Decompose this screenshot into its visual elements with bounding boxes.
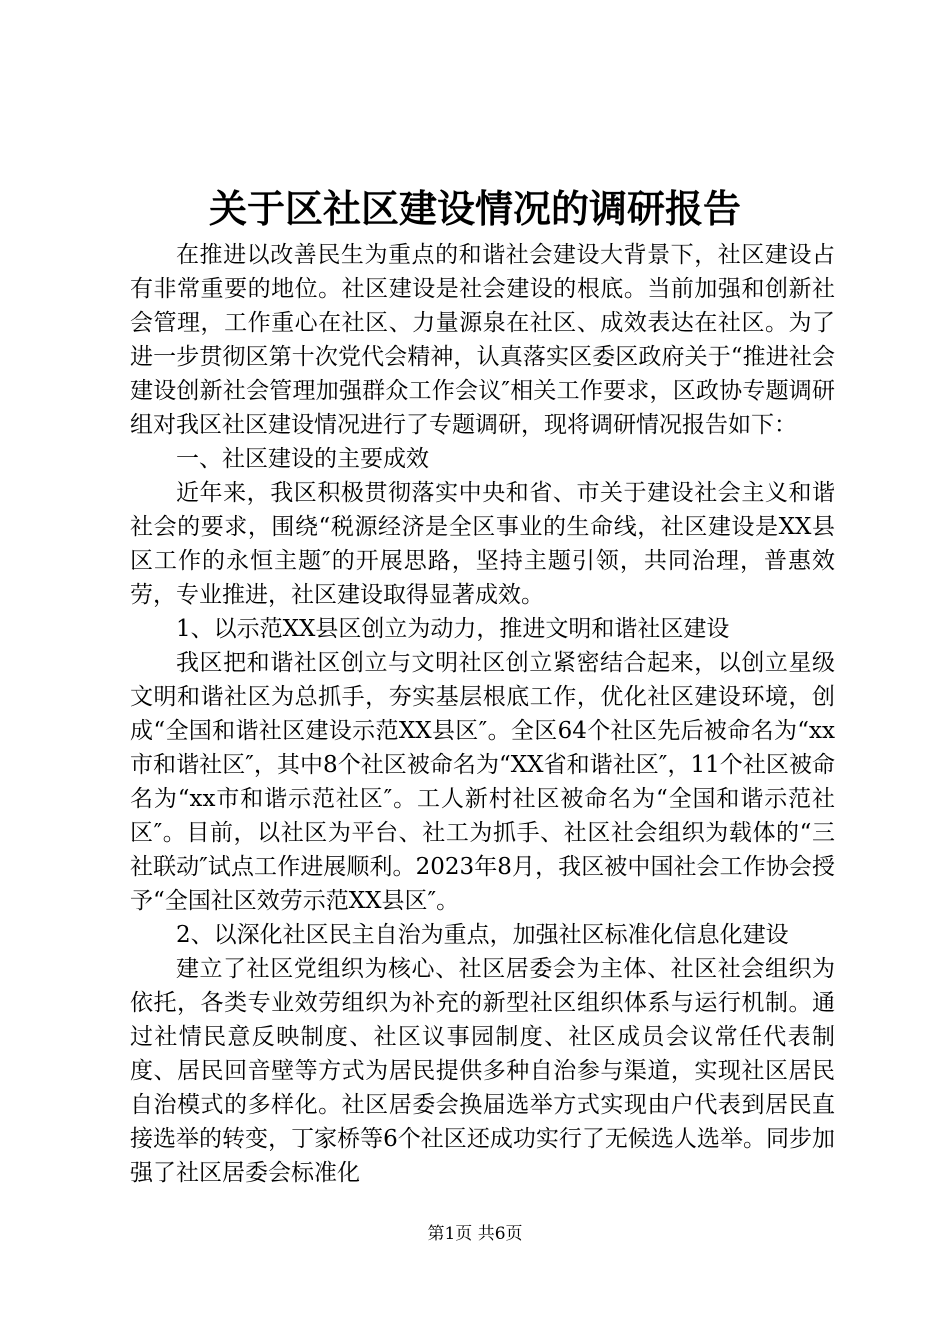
paragraph-intro: 在推进以改善民生为重点的和谐社会建设大背景下，社区建设占有非常重要的地位。社区建设是社会建设的根底。当前加强和创新社会管理，工作重心在社区、力量源泉在社区、成效表达在社区。为了进一步贯彻区第十次党代会精神，认真落实区委区政府关于“推进社会建设创新社会管理加强群众工作会议″相关工作要求，区政协专题调研组对我区社区建设情况进行了专题调研，现将调研情况报告如下： <box>130 242 835 438</box>
document-title: 关于区社区建设情况的调研报告 <box>208 186 741 231</box>
page-number: 第1页 共6页 <box>427 1224 523 1244</box>
paragraph-2: 建立了社区党组织为核心、社区居委会为主体、社区社会组织为依托，各类专业效劳组织为补充的新型社区组织体系与运行机制。通过社情民意反映制度、社区议事园制度、社区成员会议常任代表制度、居民回音壁等方式为居民提供多种自治参与渠道，实现社区居民自治模式的多样化。社区居委会换届选举方式实现由户代表到居民直接选举的转变，丁家桥等6个社区还成功实行了无候选人选举。同步加强了社区居委会标准化 <box>130 956 835 1186</box>
section-heading-achievements: 一、社区建设的主要成效 <box>176 446 429 472</box>
subheading-1: 1、以示范XX县区创立为动力，推进文明和谐社区建设 <box>176 616 730 642</box>
paragraph-achievements: 近年来，我区积极贯彻落实中央和省、市关于建设社会主义和谐社会的要求，围绕“税源经济是全区事业的生命线，社区建设是XX县区工作的永恒主题″的开展思路，坚持主题引领，共同治理，普惠效劳，专业推进，社区建设取得显著成效。 <box>130 480 835 608</box>
paragraph-1: 我区把和谐社区创立与文明社区创立紧密结合起来，以创立星级文明和谐社区为总抓手，夯实基层根底工作，优化社区建设环境，创成“全国和谐社区建设示范XX县区″。全区64个社区先后被命名为“xx市和谐社区″，其中8个社区被命名为“XX省和谐社区″，11个社区被命名为“xx市和谐示范社区″。工人新村社区被命名为“全国和谐示范社区″。目前，以社区为平台、社工为抓手、社区社会组织为载体的“三社联动″试点工作进展顺利。2023年8月，我区被中国社会工作协会授予“全国社区效劳示范XX县区″。 <box>130 650 835 914</box>
subheading-2: 2、以深化社区民主自治为重点，加强社区标准化信息化建设 <box>176 922 789 948</box>
document-body <box>130 238 835 1190</box>
